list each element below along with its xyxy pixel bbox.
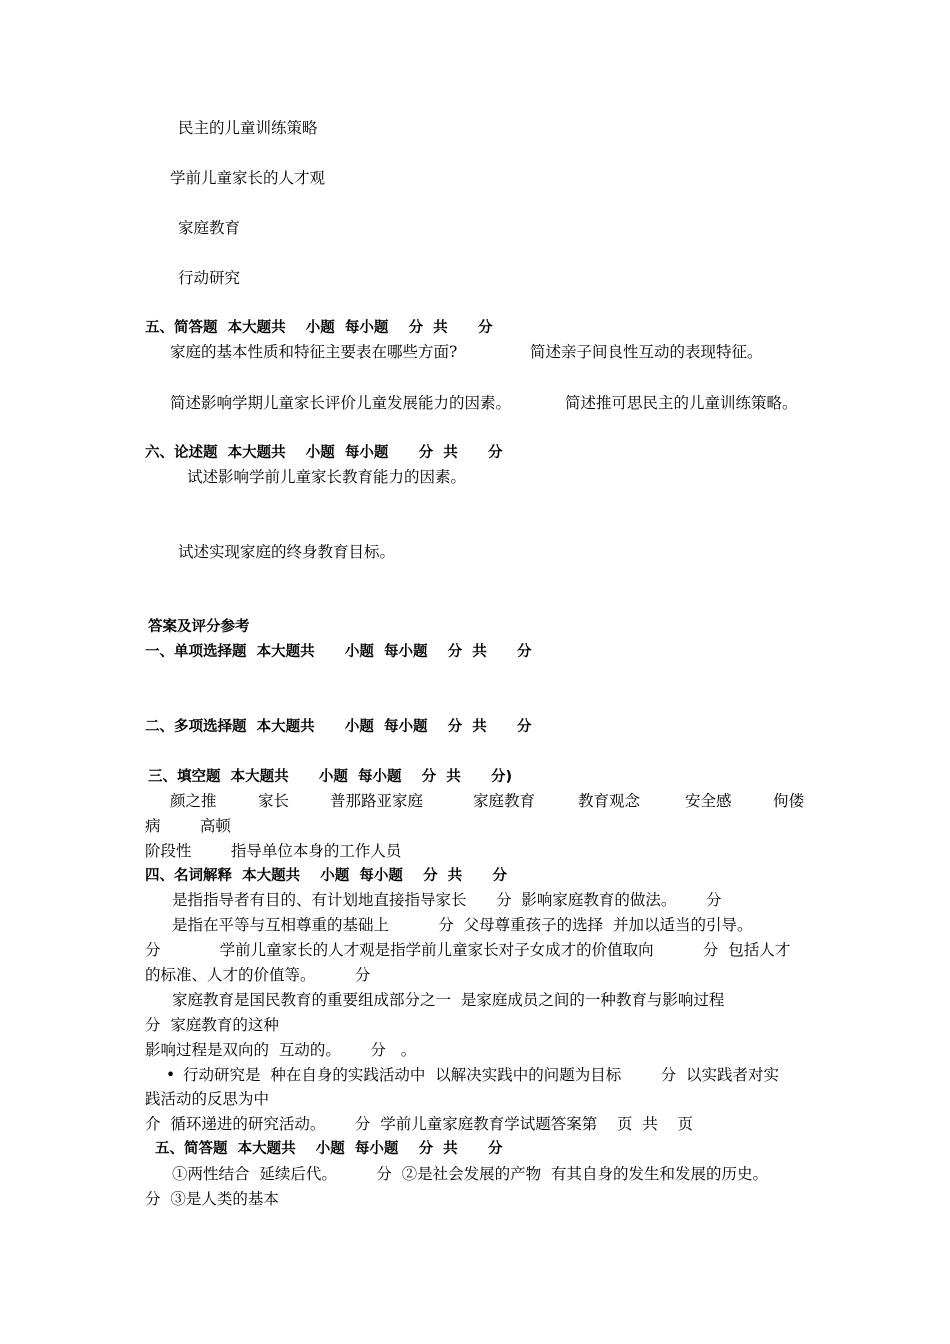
- definition-line: 影响过程是双向的 互动的。 分 。: [145, 1041, 417, 1059]
- definition-line: 践活动的反思为中: [145, 1090, 270, 1108]
- definition-line: 分 家庭教育的这种: [145, 1016, 279, 1034]
- definition-line: 是指在平等与互相尊重的基础上 分 父母尊重孩子的选择 并加以适当的引导。: [172, 916, 753, 934]
- answers-section5-heading: 五、简答题 本大题共 小题 每小题 分 共 分: [155, 1141, 503, 1157]
- short-answer-line: ①两性结合 延续后代。 分 ②是社会发展的产物 有其自身的发生和发展的历史。: [172, 1165, 768, 1183]
- term-democratic-training: 民主的儿童训练策略: [178, 119, 318, 137]
- section5-q1: 家庭的基本性质和特征主要表在哪些方面?: [170, 343, 458, 361]
- section5-q3: 简述影响学期儿童家长评价儿童发展能力的因素。: [170, 394, 512, 412]
- answers-section2-heading: 二、多项选择题 本大题共 小题 每小题 分 共 分: [145, 719, 532, 735]
- definition-line: 是指指导者有目的、有计划地直接指导家长 分 影响家庭教育的做法。 分: [172, 891, 722, 909]
- term-talent-view: 学前儿童家长的人才观: [170, 169, 326, 187]
- term-action-research: 行动研究: [178, 269, 241, 287]
- definition-line: 家庭教育是国民教育的重要组成部分之一 是家庭成员之间的一种教育与影响过程: [172, 991, 725, 1009]
- section6-q1: 试述影响学前儿童家长教育能力的因素。: [187, 468, 467, 486]
- answers-section4-heading: 四、名词解释 本大题共 小题 每小题 分 共 分: [145, 868, 507, 884]
- definition-line: 分 学前儿童家长的人才观是指学前儿童家长对子女成才的价值取向 分 包括人才: [145, 941, 791, 959]
- answers-section1-heading: 一、单项选择题 本大题共 小题 每小题 分 共 分: [145, 644, 532, 660]
- fill-answer: 家庭教育: [473, 792, 536, 810]
- fill-answer: 佝偻: [773, 792, 805, 810]
- fill-answer: 教育观念: [578, 792, 641, 810]
- definition-line: 行动研究是 种在自身的实践活动中 以解决实践中的问题为目标 分 以实践者对实: [183, 1066, 779, 1084]
- fill-answer: 普那路亚家庭: [330, 792, 424, 810]
- answers-section3-heading: 三、填空题 本大题共 小题 每小题 分 共 分): [148, 769, 513, 785]
- fill-answer: 颜之推: [170, 792, 217, 810]
- section6-q2: 试述实现家庭的终身教育目标。: [178, 543, 396, 561]
- fill-answers-line2: 病 高顿: [145, 817, 231, 835]
- fill-answer: 家长: [258, 792, 290, 810]
- section5-q2: 简述亲子间良性互动的表现特征。: [530, 343, 763, 361]
- definition-line-page-footer: 介 循环递进的研究活动。 分 学前儿童家庭教育学试题答案第 页 共 页: [145, 1115, 694, 1133]
- section5-q4: 简述推可思民主的儿童训练策略。: [565, 394, 798, 412]
- section5-heading: 五、简答题 本大题共 小题 每小题 分 共 分: [145, 320, 493, 336]
- short-answer-line: 分 ③是人类的基本: [145, 1190, 279, 1208]
- definition-line: 的标准、人才的价值等。 分: [145, 966, 371, 984]
- section6-heading: 六、论述题 本大题共 小题 每小题 分 共 分: [145, 445, 503, 461]
- fill-answer: 安全感: [685, 792, 732, 810]
- term-family-education: 家庭教育: [178, 219, 241, 237]
- bullet-icon: •: [166, 1066, 176, 1084]
- fill-answers-line3: 阶段性 指导单位本身的工作人员: [145, 842, 402, 860]
- answers-title: 答案及评分参考: [148, 619, 250, 635]
